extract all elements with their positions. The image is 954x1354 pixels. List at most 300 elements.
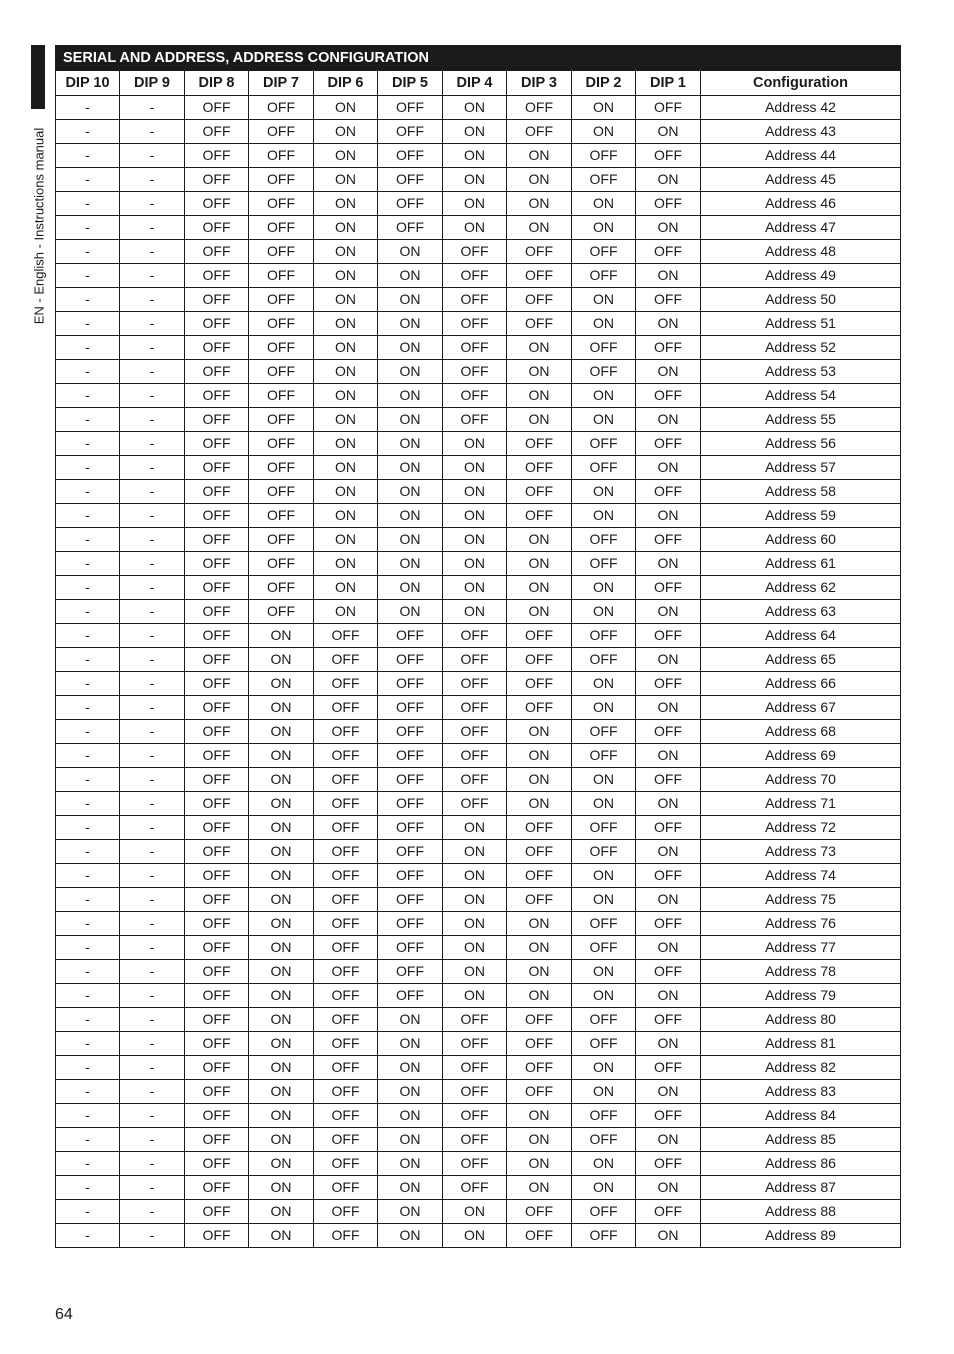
dip-cell: ON [378,1104,443,1128]
dip-cell: ON [443,1224,507,1248]
dip-cell: OFF [314,1056,378,1080]
dip-cell: - [56,432,120,456]
dip-cell: ON [443,960,507,984]
dip-cell: OFF [314,864,378,888]
configuration-cell: Address 46 [701,192,901,216]
dip-cell: ON [636,1128,701,1152]
dip-cell: OFF [185,120,249,144]
dip-cell: OFF [443,792,507,816]
dip-cell: - [120,480,185,504]
configuration-cell: Address 82 [701,1056,901,1080]
dip-cell: - [56,504,120,528]
dip-cell: OFF [249,144,314,168]
dip-cell: OFF [185,936,249,960]
dip-cell: - [56,192,120,216]
dip-cell: ON [378,432,443,456]
dip-cell: OFF [185,144,249,168]
configuration-cell: Address 81 [701,1032,901,1056]
dip-cell: OFF [185,360,249,384]
dip-cell: - [56,744,120,768]
dip-cell: - [56,888,120,912]
dip-cell: - [120,504,185,528]
dip-cell: - [120,1200,185,1224]
dip-cell: OFF [443,1176,507,1200]
dip-cell: - [120,312,185,336]
dip-cell: OFF [507,672,572,696]
dip-cell: OFF [378,768,443,792]
dip-cell: OFF [249,408,314,432]
dip-cell: OFF [378,648,443,672]
dip-cell: ON [443,576,507,600]
table-row [56,312,901,336]
table-row [56,408,901,432]
dip-cell: OFF [443,744,507,768]
dip-cell: OFF [636,144,701,168]
dip-cell: OFF [185,1032,249,1056]
dip-cell: OFF [185,240,249,264]
dip-cell: OFF [507,1008,572,1032]
dip-cell: ON [378,456,443,480]
dip-cell: OFF [443,624,507,648]
dip-cell: - [120,1176,185,1200]
configuration-cell: Address 57 [701,456,901,480]
dip-cell: OFF [507,120,572,144]
dip-cell: - [56,144,120,168]
dip-cell: ON [314,384,378,408]
dip-cell: - [120,624,185,648]
dip-cell: OFF [185,1176,249,1200]
dip-cell: OFF [185,792,249,816]
table-row [56,936,901,960]
dip-cell: OFF [443,360,507,384]
dip-cell: - [56,936,120,960]
dip-cell: OFF [249,96,314,120]
dip-cell: OFF [572,720,636,744]
dip-cell: OFF [185,600,249,624]
table-row [56,912,901,936]
dip-cell: ON [314,192,378,216]
dip-cell: ON [443,96,507,120]
configuration-cell: Address 70 [701,768,901,792]
dip-cell: - [120,288,185,312]
configuration-cell: Address 74 [701,864,901,888]
manual-side-label: EN - English - Instructions manual [31,127,47,325]
dip-cell: - [120,1056,185,1080]
table-row [56,720,901,744]
dip-cell: OFF [443,288,507,312]
dip-cell: OFF [185,912,249,936]
dip-cell: OFF [314,960,378,984]
dip-cell: - [120,840,185,864]
dip-cell: - [120,456,185,480]
table-row [56,504,901,528]
dip-cell: OFF [185,1128,249,1152]
dip-cell: - [56,768,120,792]
dip-cell: - [120,672,185,696]
dip-cell: ON [249,720,314,744]
dip-cell: OFF [249,456,314,480]
table-row [56,1008,901,1032]
dip-cell: OFF [636,1152,701,1176]
dip-cell: ON [507,384,572,408]
dip-cell: - [120,696,185,720]
configuration-cell: Address 75 [701,888,901,912]
dip-cell: ON [249,624,314,648]
dip-cell: ON [249,888,314,912]
dip-cell: OFF [378,864,443,888]
dip-cell: - [120,384,185,408]
dip-cell: OFF [249,528,314,552]
dip-cell: ON [572,960,636,984]
dip-cell: ON [636,696,701,720]
configuration-cell: Address 64 [701,624,901,648]
dip-cell: - [120,1032,185,1056]
dip-cell: OFF [314,1200,378,1224]
table-body [56,96,901,1248]
dip-cell: ON [378,288,443,312]
dip-cell: - [56,312,120,336]
dip-cell: - [120,216,185,240]
dip-cell: ON [572,672,636,696]
dip-cell: OFF [314,1104,378,1128]
dip-cell: - [56,1080,120,1104]
dip-cell: OFF [314,936,378,960]
dip-cell: ON [507,360,572,384]
dip-cell: OFF [185,96,249,120]
dip-cell: ON [507,744,572,768]
dip-cell: ON [378,312,443,336]
dip-cell: OFF [185,864,249,888]
dip-cell: ON [314,96,378,120]
configuration-cell: Address 79 [701,984,901,1008]
dip-cell: OFF [249,216,314,240]
dip-cell: ON [507,552,572,576]
dip-cell: ON [443,432,507,456]
dip-cell: OFF [185,888,249,912]
dip-cell: ON [507,912,572,936]
dip-cell: ON [443,552,507,576]
dip-cell: OFF [185,1008,249,1032]
table-row [56,456,901,480]
dip-cell: ON [572,192,636,216]
dip-cell: OFF [378,960,443,984]
dip-cell: OFF [443,696,507,720]
dip-cell: OFF [378,912,443,936]
dip-cell: OFF [507,432,572,456]
dip-cell: OFF [314,768,378,792]
dip-cell: OFF [507,1056,572,1080]
dip-cell: - [56,984,120,1008]
dip-cell: ON [572,120,636,144]
dip-cell: ON [249,864,314,888]
dip-cell: ON [249,792,314,816]
dip-cell: OFF [314,984,378,1008]
dip-cell: ON [636,456,701,480]
table-row [56,192,901,216]
dip-cell: ON [507,1152,572,1176]
dip-cell: ON [249,1080,314,1104]
dip-cell: ON [636,408,701,432]
dip-cell: OFF [185,384,249,408]
dip-cell: - [120,336,185,360]
dip-cell: OFF [185,552,249,576]
dip-cell: OFF [443,312,507,336]
dip-cell: - [120,936,185,960]
dip-cell: ON [507,528,572,552]
column-header: Configuration [701,71,901,96]
configuration-cell: Address 49 [701,264,901,288]
dip-cell: OFF [249,552,314,576]
dip-cell: ON [249,816,314,840]
dip-cell: ON [572,1056,636,1080]
dip-cell: ON [572,96,636,120]
column-header: DIP 6 [314,71,378,96]
dip-cell: ON [443,480,507,504]
dip-cell: - [56,240,120,264]
dip-cell: ON [378,1152,443,1176]
dip-cell: OFF [443,1056,507,1080]
dip-cell: ON [443,840,507,864]
dip-cell: - [56,1152,120,1176]
configuration-cell: Address 63 [701,600,901,624]
dip-cell: ON [378,1032,443,1056]
dip-cell: ON [636,936,701,960]
dip-cell: ON [636,1176,701,1200]
dip-cell: ON [572,768,636,792]
dip-cell: OFF [185,696,249,720]
dip-cell: - [56,120,120,144]
dip-cell: OFF [572,936,636,960]
dip-cell: OFF [185,264,249,288]
dip-cell: ON [378,1200,443,1224]
dip-cell: OFF [185,960,249,984]
dip-cell: ON [572,504,636,528]
dip-cell: OFF [249,240,314,264]
table-row [56,1056,901,1080]
dip-cell: - [120,240,185,264]
dip-cell: - [56,1224,120,1248]
dip-cell: OFF [507,96,572,120]
dip-cell: ON [636,216,701,240]
dip-cell: OFF [314,1008,378,1032]
dip-cell: ON [249,648,314,672]
dip-cell: OFF [314,648,378,672]
dip-cell: ON [507,1128,572,1152]
dip-cell: ON [507,216,572,240]
dip-cell: ON [507,1176,572,1200]
column-header: DIP 9 [120,71,185,96]
table-row [56,816,901,840]
dip-cell: ON [507,768,572,792]
table-row [56,1104,901,1128]
configuration-cell: Address 58 [701,480,901,504]
dip-cell: ON [378,552,443,576]
dip-cell: ON [636,744,701,768]
dip-cell: ON [443,168,507,192]
table-row [56,1152,901,1176]
configuration-cell: Address 77 [701,936,901,960]
dip-cell: - [120,1128,185,1152]
dip-cell: ON [378,1128,443,1152]
dip-cell: OFF [507,1224,572,1248]
dip-cell: - [120,528,185,552]
table-row [56,384,901,408]
dip-cell: - [120,768,185,792]
dip-cell: OFF [185,216,249,240]
dip-cell: OFF [636,288,701,312]
address-configuration-table [55,45,901,1248]
configuration-cell: Address 86 [701,1152,901,1176]
dip-cell: ON [443,984,507,1008]
dip-cell: ON [443,192,507,216]
dip-cell: ON [636,888,701,912]
dip-cell: ON [314,408,378,432]
dip-cell: - [56,1032,120,1056]
dip-cell: OFF [636,768,701,792]
dip-cell: ON [249,696,314,720]
dip-cell: ON [378,528,443,552]
dip-cell: OFF [314,1032,378,1056]
dip-cell: - [120,360,185,384]
dip-cell: OFF [572,168,636,192]
dip-cell: OFF [443,1152,507,1176]
dip-cell: OFF [249,504,314,528]
dip-cell: OFF [314,672,378,696]
dip-cell: ON [572,864,636,888]
dip-cell: OFF [378,720,443,744]
dip-cell: OFF [378,96,443,120]
configuration-cell: Address 71 [701,792,901,816]
dip-cell: OFF [249,168,314,192]
dip-cell: OFF [185,1200,249,1224]
dip-cell: - [120,144,185,168]
dip-cell: - [120,600,185,624]
table-title: SERIAL AND ADDRESS, ADDRESS CONFIGURATION [56,46,901,71]
dip-cell: ON [443,216,507,240]
table-row [56,1080,901,1104]
dip-cell: - [120,1104,185,1128]
dip-cell: ON [572,576,636,600]
dip-cell: OFF [443,384,507,408]
table-row [56,888,901,912]
dip-cell: OFF [249,432,314,456]
dip-cell: ON [443,456,507,480]
dip-cell: OFF [572,744,636,768]
dip-cell: ON [443,816,507,840]
dip-cell: ON [249,1104,314,1128]
dip-cell: OFF [636,192,701,216]
dip-cell: ON [378,1008,443,1032]
dip-cell: - [120,792,185,816]
dip-cell: OFF [249,192,314,216]
table-row [56,432,901,456]
table-row [56,528,901,552]
dip-cell: ON [249,744,314,768]
dip-cell: - [56,720,120,744]
dip-cell: ON [572,984,636,1008]
dip-cell: - [120,984,185,1008]
configuration-cell: Address 85 [701,1128,901,1152]
dip-cell: - [56,384,120,408]
dip-cell: OFF [572,528,636,552]
dip-cell: OFF [185,816,249,840]
dip-cell: - [120,264,185,288]
dip-cell: - [56,456,120,480]
dip-cell: OFF [636,240,701,264]
table-row [56,984,901,1008]
dip-cell: ON [378,1176,443,1200]
dip-cell: - [120,648,185,672]
configuration-cell: Address 62 [701,576,901,600]
dip-cell: ON [314,168,378,192]
dip-cell: OFF [443,1128,507,1152]
dip-cell: ON [249,1224,314,1248]
table-header-row [56,71,901,96]
dip-cell: ON [443,600,507,624]
dip-cell: OFF [636,720,701,744]
dip-cell: - [120,120,185,144]
dip-cell: OFF [507,1080,572,1104]
dip-cell: OFF [507,504,572,528]
dip-cell: ON [378,360,443,384]
dip-cell: OFF [314,696,378,720]
configuration-cell: Address 47 [701,216,901,240]
dip-cell: ON [572,408,636,432]
dip-cell: ON [378,576,443,600]
dip-cell: OFF [507,888,572,912]
configuration-cell: Address 55 [701,408,901,432]
dip-cell: OFF [572,336,636,360]
dip-cell: ON [572,480,636,504]
dip-cell: - [120,552,185,576]
dip-cell: ON [572,696,636,720]
dip-cell: OFF [185,672,249,696]
configuration-cell: Address 69 [701,744,901,768]
dip-cell: OFF [185,1080,249,1104]
dip-cell: ON [249,1032,314,1056]
dip-cell: OFF [378,192,443,216]
dip-cell: - [120,408,185,432]
dip-cell: ON [314,432,378,456]
column-header: DIP 10 [56,71,120,96]
configuration-cell: Address 65 [701,648,901,672]
table-row [56,144,901,168]
dip-cell: OFF [572,648,636,672]
configuration-cell: Address 50 [701,288,901,312]
dip-cell: OFF [636,1200,701,1224]
dip-cell: OFF [185,480,249,504]
dip-cell: OFF [636,432,701,456]
dip-cell: OFF [185,1104,249,1128]
dip-cell: ON [378,264,443,288]
dip-cell: ON [636,1224,701,1248]
dip-cell: OFF [507,240,572,264]
dip-cell: ON [443,936,507,960]
dip-cell: ON [249,936,314,960]
table-row [56,240,901,264]
dip-cell: OFF [314,1128,378,1152]
table-row [56,216,901,240]
dip-cell: ON [507,576,572,600]
dip-cell: ON [636,264,701,288]
dip-cell: OFF [636,336,701,360]
dip-cell: ON [572,1176,636,1200]
dip-cell: OFF [443,240,507,264]
configuration-cell: Address 56 [701,432,901,456]
dip-cell: OFF [249,600,314,624]
dip-cell: ON [378,1224,443,1248]
dip-cell: OFF [185,168,249,192]
